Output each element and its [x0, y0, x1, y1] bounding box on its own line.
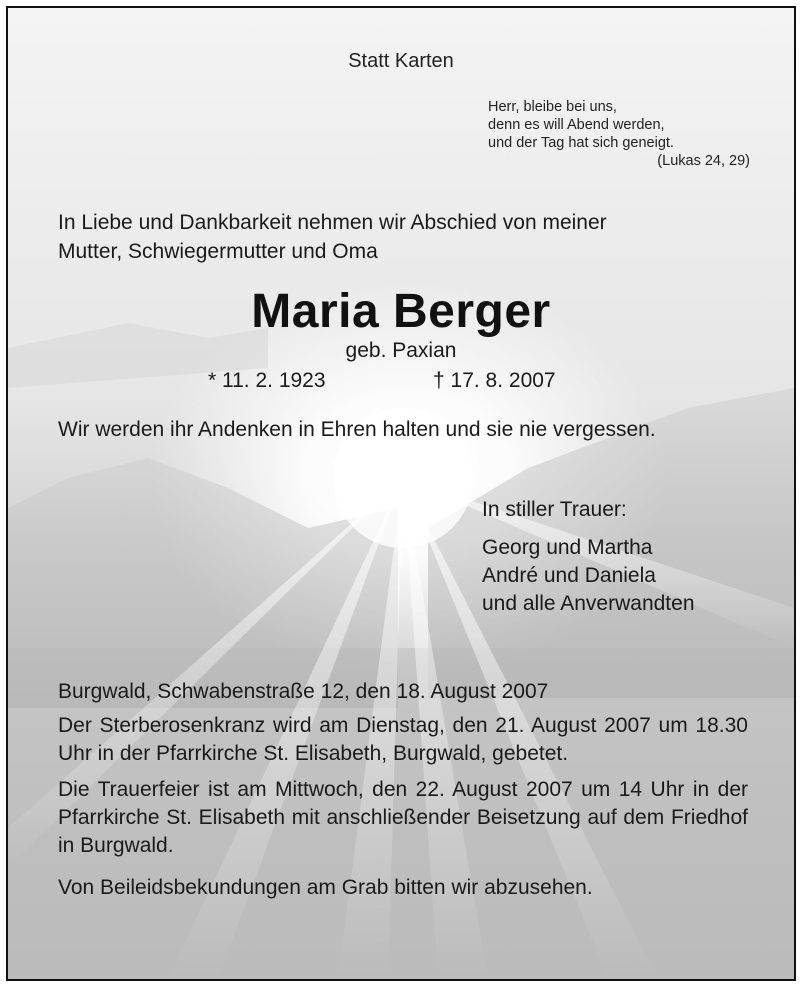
death-date: † 17. 8. 2007: [433, 369, 556, 392]
maiden-name: geb. Paxian: [345, 339, 457, 362]
intro-line: Mutter, Schwiegermutter und Oma: [58, 240, 378, 263]
verse-line: und der Tag hat sich geneigt.: [488, 135, 674, 151]
intro-line: In Liebe und Dankbarkeit nehmen wir Abschied von meiner: [58, 211, 607, 234]
condolence-notice: Von Beileidsbekundungen am Grab bitten wir abzusehen.: [58, 876, 593, 899]
rosary-notice: Der Sterberosenkranz wird am Dienstag, den 21. August 2007 um 18.30 Uhr in der Pfarrkirche St. Elisabeth, Burgwald, gebetet.: [58, 714, 748, 765]
life-dates: [8, 369, 794, 399]
mourner-name: Georg und Martha: [482, 536, 653, 559]
verse-reference: (Lukas 24, 29): [657, 153, 750, 169]
funeral-details: [58, 678, 748, 910]
remembrance-text: Wir werden ihr Andenken in Ehren halten und sie nie vergessen.: [58, 418, 656, 441]
statt-karten-heading: Statt Karten: [348, 50, 454, 72]
obituary-card: [6, 6, 796, 981]
bible-verse: [488, 98, 750, 170]
verse-line: Herr, bleibe bei uns,: [488, 99, 617, 115]
mourner-name: André und Daniela: [482, 564, 656, 587]
mourners-block: [482, 496, 782, 618]
intro-text: [58, 208, 758, 266]
place-and-date: Burgwald, Schwabenstraße 12, den 18. August 2007: [58, 680, 549, 703]
mourners-heading: In stiller Trauer:: [482, 498, 627, 521]
birth-date: * 11. 2. 1923: [208, 369, 326, 392]
mourner-name: und alle Anverwandten: [482, 592, 695, 615]
funeral-notice: Die Trauerfeier ist am Mittwoch, den 22. August 2007 um 14 Uhr in der Pfarrkirche St. Elisabeth mit anschließender Beisetzung auf dem Friedhof in Burgwald.: [58, 778, 748, 857]
deceased-name: Maria Berger: [251, 285, 551, 338]
verse-line: denn es will Abend werden,: [488, 117, 665, 133]
